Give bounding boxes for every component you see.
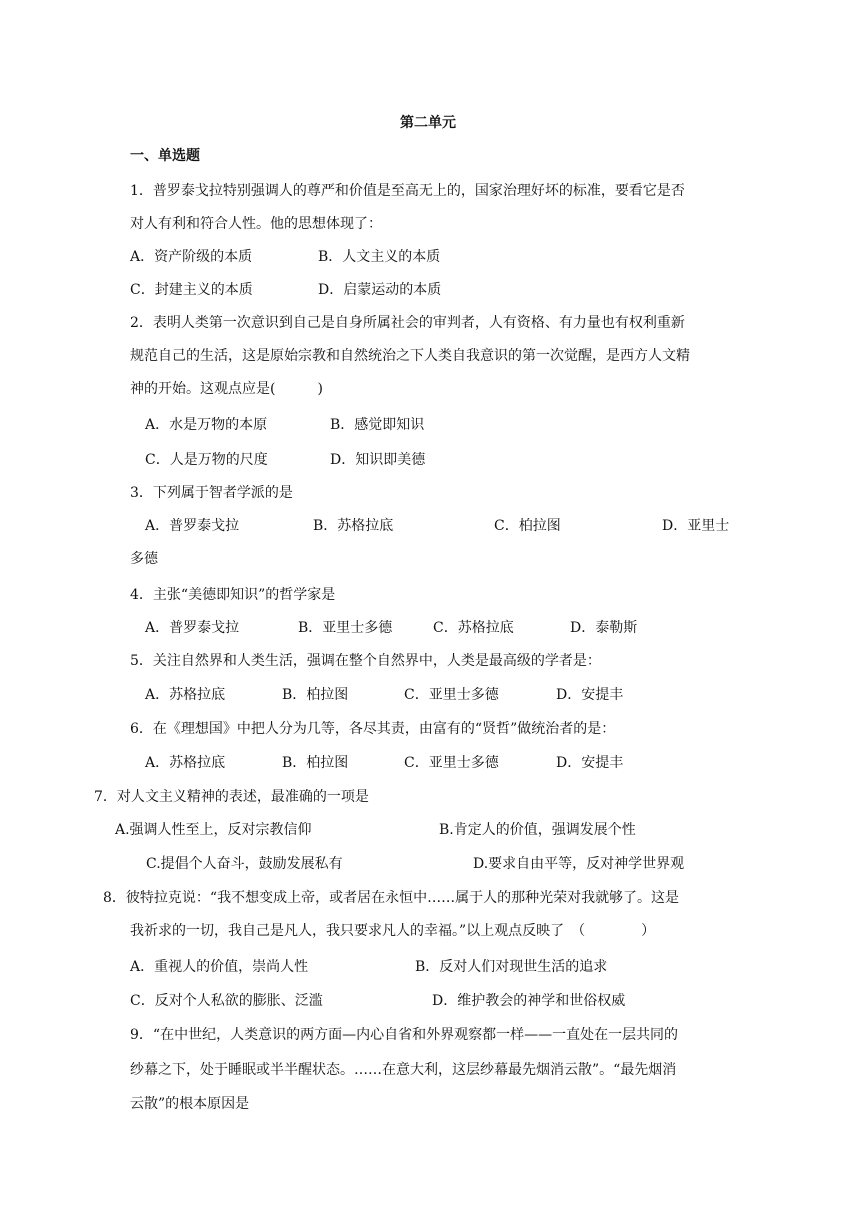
question-7-option-d: D.要求自由平等，反对神学世界观 — [473, 856, 685, 872]
question-4-stem: 4．主张“美德即知识”的哲学家是 — [130, 587, 336, 603]
question-4-option-c: C．苏格拉底 — [433, 620, 514, 636]
question-6-option-a: A．苏格拉底 — [145, 755, 226, 771]
question-3-option-c: C．柏拉图 — [494, 518, 561, 534]
page-title: 第二单元 — [400, 115, 456, 131]
question-8-option-b: B．反对人们对现世生活的追求 — [415, 959, 608, 975]
question-6-option-b: B．柏拉图 — [282, 755, 349, 771]
question-1-stem-line-2: 对人有利和符合人性。他的思想体现了： — [130, 216, 382, 232]
question-5-option-a: A．苏格拉底 — [145, 687, 226, 703]
question-5-option-b: B．柏拉图 — [282, 687, 349, 703]
question-4-option-a: A．普罗泰戈拉 — [145, 620, 240, 636]
question-5-stem: 5．关注自然界和人类生活，强调在整个自然界中，人类是最高级的学者是： — [130, 653, 601, 669]
question-3-option-d: D．亚里士 — [662, 518, 730, 534]
question-6-stem: 6．在《理想国》中把人分为几等，各尽其责，由富有的“贤哲”做统治者的是： — [130, 721, 616, 737]
question-6-option-d: D．安提丰 — [556, 755, 624, 771]
question-2-option-b: B．感觉即知识 — [330, 417, 425, 433]
question-1-stem-line-1: 1．普罗泰戈拉特别强调人的尊严和价值是至高无上的，国家治理好坏的标准，要看它是否 — [130, 183, 685, 199]
question-8-option-c: C．反对个人私欲的膨胀、泛滥 — [130, 993, 323, 1009]
question-2-option-c: C．人是万物的尺度 — [145, 452, 268, 468]
question-2-stem-line-3: 神的开始。这观点应是( ) — [130, 381, 323, 397]
question-8-option-a: A．重视人的价值，崇尚人性 — [130, 959, 309, 975]
question-9-stem-line-1: 9．“在中世纪，人类意识的两方面—内心自省和外界观察都一样——一直处在一层共同的 — [130, 1027, 679, 1043]
question-1-option-c: C．封建主义的本质 — [130, 282, 253, 298]
question-4-option-d: D．泰勒斯 — [570, 620, 638, 636]
question-5-option-c: C．亚里士多德 — [404, 687, 499, 703]
question-7-option-c: C.提倡个人奋斗，鼓励发展私有 — [146, 856, 343, 872]
question-4-option-b: B．亚里士多德 — [298, 620, 393, 636]
question-3-option-a: A．普罗泰戈拉 — [145, 518, 240, 534]
question-8-option-d: D．维护教会的神学和世俗权威 — [432, 993, 626, 1009]
question-9-stem-line-2: 纱幕之下，处于睡眠或半半醒状态。……在意大利，这层纱幕最先烟消云散”。“最先烟消 — [130, 1062, 677, 1078]
question-1-option-a: A．资产阶级的本质 — [130, 249, 253, 265]
question-2-stem-line-1: 2．表明人类第一次意识到自己是自身所属社会的审判者，人有资格、有力量也有权利重新 — [130, 315, 685, 331]
question-2-option-d: D．知识即美德 — [330, 452, 426, 468]
question-9-stem-line-3: 云散”的根本原因是 — [130, 1096, 250, 1112]
question-3-stem: 3．下列属于智者学派的是 — [130, 485, 293, 501]
question-3-option-b: B．苏格拉底 — [313, 518, 394, 534]
question-7-stem: 7．对人文主义精神的表述，最准确的一项是 — [94, 789, 369, 805]
section-heading: 一、单选题 — [130, 148, 200, 164]
question-1-option-d: D．启蒙运动的本质 — [318, 282, 442, 298]
question-5-option-d: D．安提丰 — [556, 687, 624, 703]
question-8-stem-line-1: 8．彼特拉克说：“我不想变成上帝，或者居在永恒中……属于人的那种光荣对我就够了。这是 — [103, 890, 680, 906]
question-2-stem-line-2: 规范自己的生活，这是原始宗教和自然统治之下人类自我意识的第一次觉醒，是西方人文精 — [130, 348, 690, 364]
question-7-option-a: A.强调人性至上，反对宗教信仰 — [115, 822, 312, 838]
question-8-stem-line-2: 我祈求的一切，我自己是凡人，我只要求凡人的幸福。”以上观点反映了 （ ） — [130, 923, 656, 939]
question-7-option-b: B.肯定人的价值，强调发展个性 — [439, 822, 636, 838]
question-2-option-a: A．水是万物的本原 — [145, 417, 268, 433]
question-6-option-c: C．亚里士多德 — [404, 755, 499, 771]
question-3-option-d-wrap: 多德 — [130, 551, 158, 567]
question-1-option-b: B．人文主义的本质 — [318, 249, 441, 265]
